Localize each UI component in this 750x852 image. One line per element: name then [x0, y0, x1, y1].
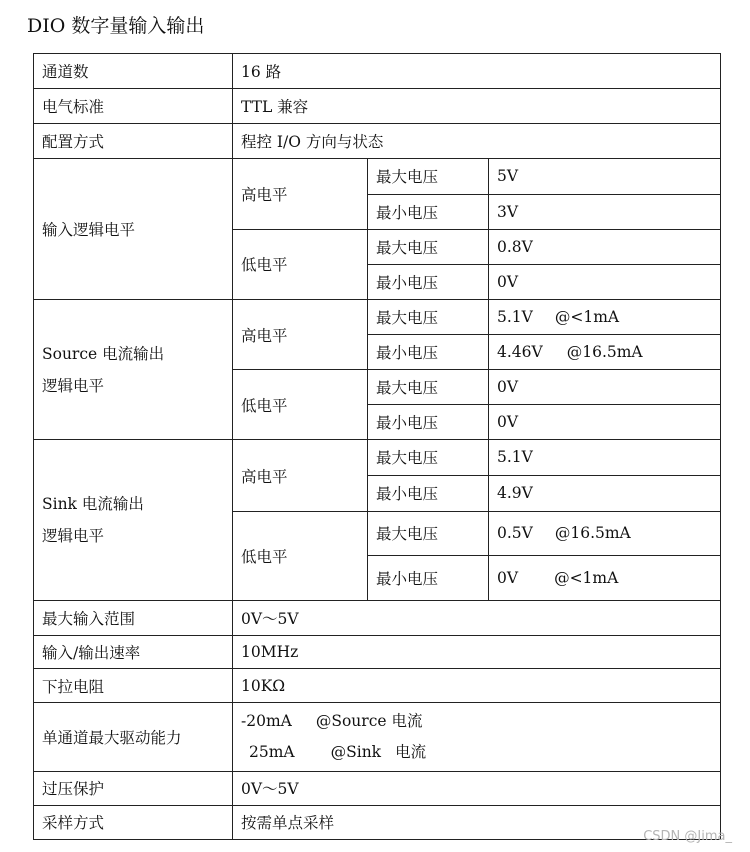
table-row	[34, 299, 721, 334]
rate-label: 输入/输出速率	[34, 636, 233, 669]
sink-high-max-value: 5.1V	[489, 440, 721, 475]
sampling-value: 按需单点采样	[233, 805, 721, 839]
table-row	[34, 771, 721, 805]
drive-value-cell	[233, 703, 721, 771]
document-title: DIO 数字量输入输出	[27, 15, 205, 37]
table-row	[34, 440, 721, 475]
source-high-min-value: 4.46V	[497, 343, 543, 362]
input-range-value: 0V～5V	[233, 600, 721, 635]
overvoltage-label: 过压保护	[34, 771, 233, 805]
table-row	[34, 54, 721, 89]
sink-low-max-label: 最大电压	[368, 511, 489, 555]
input-low-label: 低电平	[233, 229, 368, 299]
input-range-label: 最大输入范围	[34, 600, 233, 635]
source-low-min-value: 0V	[489, 405, 721, 440]
csdn-watermark: CSDN @Jima_	[643, 829, 732, 844]
sink-low-min-label: 最小电压	[368, 555, 489, 600]
sink-high-min-label: 最小电压	[368, 475, 489, 511]
input-high-max-value: 5V	[489, 159, 721, 194]
standard-value: TTL 兼容	[233, 89, 721, 124]
sampling-label: 采样方式	[34, 805, 233, 839]
source-high-max-cell	[489, 299, 721, 334]
input-low-min-label: 最小电压	[368, 264, 489, 299]
drive-line-sink	[241, 737, 720, 768]
table-row	[34, 669, 721, 703]
table-row	[34, 89, 721, 124]
sink-high-min-value: 4.9V	[489, 475, 721, 511]
source-high-max-value: 5.1V	[497, 307, 533, 326]
table-row	[34, 600, 721, 635]
pulldown-label: 下拉电阻	[34, 669, 233, 703]
sink-high-max-label: 最大电压	[368, 440, 489, 475]
sink-low-max-condition: @16.5mA	[554, 524, 631, 543]
source-low-min-label: 最小电压	[368, 405, 489, 440]
table-row	[34, 159, 721, 194]
sink-logic-label-line2: 逻辑电平	[42, 527, 105, 546]
pulldown-value: 10KΩ	[233, 669, 721, 703]
input-high-max-label: 最大电压	[368, 159, 489, 194]
source-high-min-label: 最小电压	[368, 335, 489, 370]
source-high-label: 高电平	[233, 299, 368, 369]
table-row	[34, 124, 721, 159]
sink-low-min-cell	[489, 555, 721, 600]
table-row	[34, 636, 721, 669]
table-row	[34, 805, 721, 839]
sink-logic-label-line1: Sink 电流输出	[42, 495, 144, 514]
sink-low-max-value: 0.5V	[497, 524, 533, 543]
input-high-min-label: 最小电压	[368, 194, 489, 229]
sink-low-label: 低电平	[233, 511, 368, 600]
drive-label: 单通道最大驱动能力	[34, 703, 233, 771]
source-logic-label-line2: 逻辑电平	[42, 376, 105, 395]
channels-value: 16 路	[233, 54, 721, 89]
sink-logic-label	[34, 440, 233, 601]
standard-label: 电气标准	[34, 89, 233, 124]
source-low-max-label: 最大电压	[368, 370, 489, 405]
input-low-max-value: 0.8V	[489, 229, 721, 264]
source-logic-label-line1: Source 电流输出	[42, 344, 165, 363]
drive-sink-value: 25mA	[249, 742, 295, 761]
sink-low-max-cell	[489, 511, 721, 555]
source-logic-label	[34, 299, 233, 440]
drive-source-condition: @Source 电流	[315, 711, 423, 730]
channels-label: 通道数	[34, 54, 233, 89]
sink-high-label: 高电平	[233, 440, 368, 511]
source-high-min-cell	[489, 335, 721, 370]
overvoltage-value: 0V～5V	[233, 771, 721, 805]
drive-line-source	[241, 706, 720, 737]
config-value: 程控 I/O 方向与状态	[233, 124, 721, 159]
source-low-max-value: 0V	[489, 370, 721, 405]
input-high-label: 高电平	[233, 159, 368, 229]
config-label: 配置方式	[34, 124, 233, 159]
sink-low-min-condition: @<1mA	[554, 568, 619, 587]
input-logic-label: 输入逻辑电平	[34, 159, 233, 300]
sink-low-min-value: 0V	[497, 568, 519, 587]
input-low-min-value: 0V	[489, 264, 721, 299]
input-high-min-value: 3V	[489, 194, 721, 229]
source-high-max-label: 最大电压	[368, 299, 489, 334]
source-high-min-condition: @16.5mA	[566, 343, 643, 362]
drive-sink-condition: @Sink	[330, 742, 382, 761]
table-row	[34, 703, 721, 771]
spec-table	[33, 53, 721, 840]
source-low-label: 低电平	[233, 370, 368, 440]
drive-sink-suffix: 电流	[395, 742, 427, 761]
drive-source-value: -20mA	[241, 711, 292, 730]
input-low-max-label: 最大电压	[368, 229, 489, 264]
source-high-max-condition: @<1mA	[554, 307, 620, 326]
rate-value: 10MHz	[233, 636, 721, 669]
